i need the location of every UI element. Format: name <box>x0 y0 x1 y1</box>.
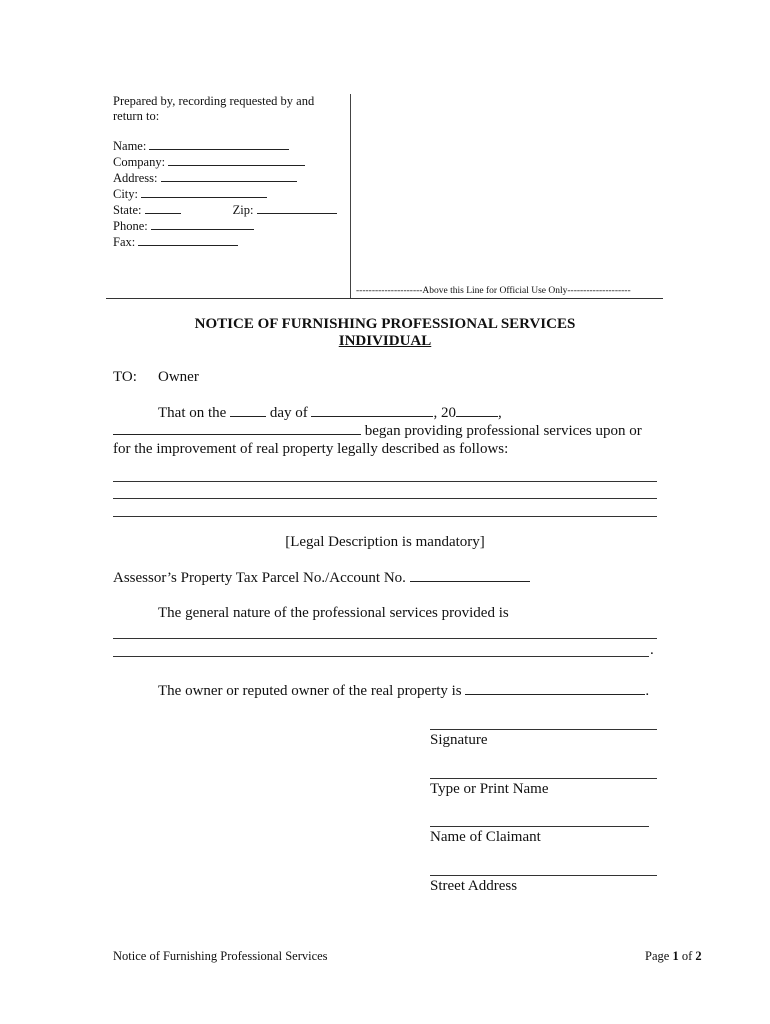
page-subtitle <box>0 333 770 350</box>
fax-field[interactable] <box>138 234 238 246</box>
fax-label: Fax: <box>113 235 136 249</box>
prepared-by-text: Prepared by, recording requested by and <box>113 94 315 108</box>
zip-field[interactable] <box>257 202 337 214</box>
legal-line-1[interactable] <box>113 481 657 482</box>
that-on-text: That on the <box>158 405 227 421</box>
page-current: 1 <box>672 949 679 963</box>
phone-field-row <box>113 218 343 234</box>
name-label: Name: <box>113 139 147 153</box>
header-rule <box>106 298 663 299</box>
signature-line[interactable] <box>430 729 657 730</box>
street-address-label: Street Address <box>430 878 518 894</box>
to-value: Owner <box>158 369 199 385</box>
assessor-line <box>113 570 530 587</box>
day-field[interactable] <box>230 405 266 417</box>
return-to-text: return to: <box>113 109 160 123</box>
state-label: State: <box>113 203 142 217</box>
year-suffix: , <box>497 405 502 421</box>
phone-field[interactable] <box>151 218 254 230</box>
claimant-field[interactable] <box>113 423 361 435</box>
footer-title: Notice of Furnishing Professional Services <box>113 949 328 963</box>
type-name-label: Type or Print Name <box>430 781 549 797</box>
state-zip-row <box>113 202 343 218</box>
to-label: TO: <box>113 369 137 385</box>
page-prefix: Page <box>645 949 670 963</box>
year-prefix: , 20 <box>433 405 456 421</box>
began-text: began providing professional services upon or <box>364 423 642 439</box>
services-period: . <box>650 642 654 658</box>
state-field[interactable] <box>145 202 181 214</box>
address-field[interactable] <box>161 170 297 182</box>
page-total: 2 <box>695 949 702 963</box>
city-field[interactable] <box>141 186 267 198</box>
zip-label: Zip: <box>232 203 254 217</box>
parcel-field[interactable] <box>410 570 530 582</box>
services-line-1[interactable] <box>113 638 657 639</box>
fax-field-row <box>113 234 343 250</box>
name-field[interactable] <box>149 138 289 150</box>
recording-block <box>113 94 343 250</box>
legal-line-2[interactable] <box>113 498 657 499</box>
began-line <box>113 423 642 440</box>
street-address-line[interactable] <box>430 875 657 876</box>
legal-line-3[interactable] <box>113 516 657 517</box>
month-field[interactable] <box>311 405 433 417</box>
page-number <box>645 949 702 964</box>
official-use-text: ---------------------Above this Line for Official Use Only-------------------- <box>356 286 631 296</box>
city-label: City: <box>113 187 139 201</box>
company-field-row <box>113 154 343 170</box>
services-line-2[interactable] <box>113 656 649 657</box>
year-field[interactable] <box>456 405 498 417</box>
phone-label: Phone: <box>113 219 148 233</box>
date-line <box>158 405 502 422</box>
assessor-text: Assessor’s Property Tax Parcel No./Account No. <box>113 570 406 586</box>
company-label: Company: <box>113 155 166 169</box>
improvement-text: for the improvement of real property legally described as follows: <box>113 441 509 457</box>
company-field[interactable] <box>168 154 305 166</box>
type-name-line[interactable] <box>430 778 657 779</box>
claimant-label: Name of Claimant <box>430 829 541 845</box>
legal-note: [Legal Description is mandatory] <box>285 534 485 550</box>
recording-divider <box>350 94 351 298</box>
city-field-row <box>113 186 343 202</box>
owner-field[interactable] <box>465 683 645 695</box>
day-of-text: day of <box>269 405 308 421</box>
page-title: NOTICE OF FURNISHING PROFESSIONAL SERVICES <box>194 316 576 332</box>
page-of: of <box>681 949 693 963</box>
owner-line <box>158 683 649 700</box>
address-field-row <box>113 170 343 186</box>
signature-label: Signature <box>430 732 488 748</box>
owner-text: The owner or reputed owner of the real property is <box>158 683 462 699</box>
claimant-line[interactable] <box>430 826 649 827</box>
name-field-row <box>113 138 343 154</box>
page-subtitle-text: INDIVIDUAL <box>338 333 432 349</box>
general-nature-text: The general nature of the professional services provided is <box>158 605 509 621</box>
owner-period: . <box>645 683 650 699</box>
address-label: Address: <box>113 171 158 185</box>
